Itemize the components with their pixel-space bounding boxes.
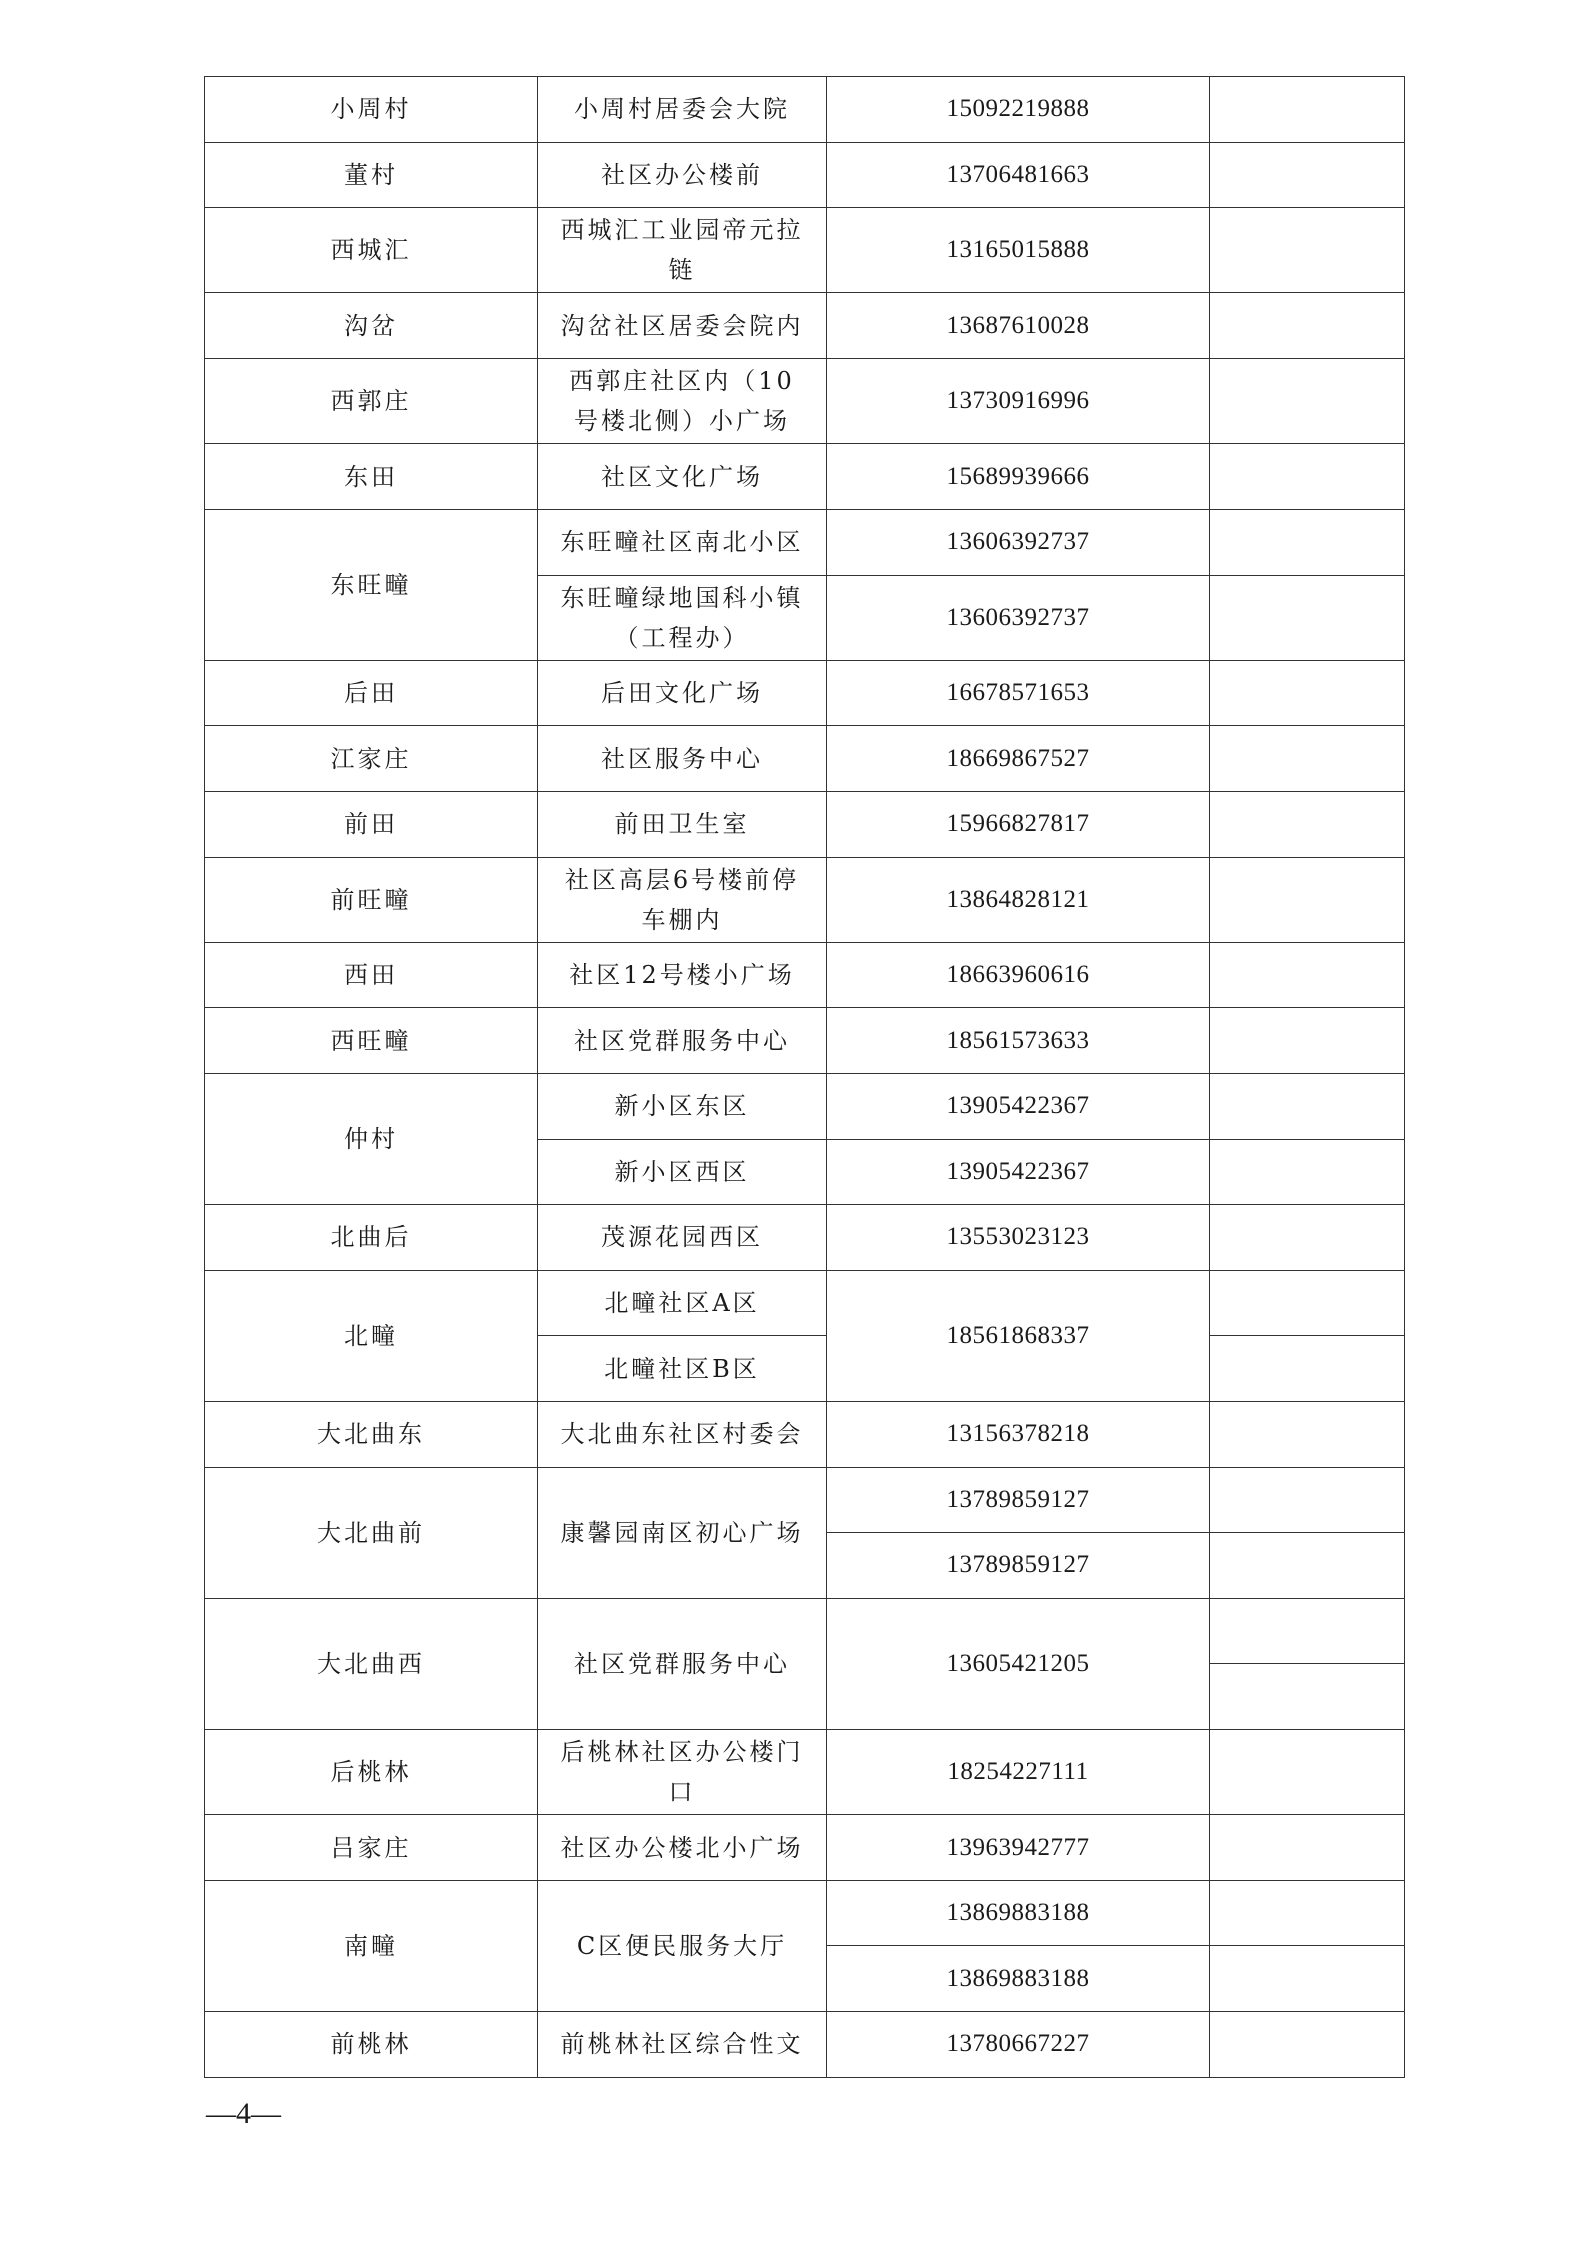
table-row [205, 857, 1405, 942]
remarks-cell [1210, 1139, 1405, 1205]
location-cell: 茂源花园西区 [538, 1205, 827, 1271]
phone-cell: 13869883188 [827, 1946, 1210, 2012]
table-row [205, 942, 1405, 1008]
remarks-cell [1210, 208, 1405, 293]
remarks-cell [1210, 444, 1405, 510]
phone-cell: 13165015888 [827, 208, 1210, 293]
location-cell: 后田文化广场 [538, 660, 827, 726]
community-cell: 东田 [205, 444, 538, 510]
location-cell: 社区服务中心 [538, 726, 827, 792]
community-cell: 西城汇 [205, 208, 538, 293]
community-cell: 北曲后 [205, 1205, 538, 1271]
table-row [205, 444, 1405, 510]
remarks-cell [1210, 1008, 1405, 1074]
phone-cell: 13606392737 [827, 575, 1210, 660]
remarks-cell [1210, 1270, 1405, 1336]
remarks-cell [1210, 293, 1405, 359]
phone-cell: 13687610028 [827, 293, 1210, 359]
phone-cell: 18669867527 [827, 726, 1210, 792]
community-cell: 吕家庄 [205, 1815, 538, 1881]
page-number: —4— [206, 2097, 281, 2130]
phone-cell: 13963942777 [827, 1815, 1210, 1881]
location-cell: 社区党群服务中心 [538, 1598, 827, 1729]
location-cell: 社区高层6号楼前停车棚内 [538, 857, 827, 942]
phone-cell: 13789859127 [827, 1467, 1210, 1533]
location-cell: 社区12号楼小广场 [538, 942, 827, 1008]
community-cell: 南疃 [205, 1880, 538, 2011]
table-row [205, 2011, 1405, 2077]
phone-cell: 13706481663 [827, 142, 1210, 208]
location-cell: 前桃林社区综合性文 [538, 2011, 827, 2077]
location-cell: 东旺疃绿地国科小镇（工程办） [538, 575, 827, 660]
remarks-cell [1210, 77, 1405, 143]
remarks-cell [1210, 660, 1405, 726]
remarks-cell [1210, 942, 1405, 1008]
table-row [205, 1729, 1405, 1814]
table-row [205, 208, 1405, 293]
remarks-cell [1210, 1815, 1405, 1881]
table-row [205, 1467, 1405, 1533]
community-cell: 江家庄 [205, 726, 538, 792]
table-row [205, 1815, 1405, 1881]
community-cell: 小周村 [205, 77, 538, 143]
table-row [205, 1401, 1405, 1467]
table-row [205, 359, 1405, 444]
location-cell: 新小区东区 [538, 1074, 827, 1140]
phone-cell: 15092219888 [827, 77, 1210, 143]
remarks-cell [1210, 575, 1405, 660]
community-cell: 前桃林 [205, 2011, 538, 2077]
table-row [205, 142, 1405, 208]
phone-cell: 13605421205 [827, 1598, 1210, 1729]
location-cell: 后桃林社区办公楼门口 [538, 1729, 827, 1814]
remarks-cell [1210, 1664, 1405, 1730]
phone-cell: 13864828121 [827, 857, 1210, 942]
location-cell: C区便民服务大厅 [538, 1880, 827, 2011]
table-row [205, 1270, 1405, 1336]
remarks-cell [1210, 1467, 1405, 1533]
phone-cell: 13905422367 [827, 1074, 1210, 1140]
community-cell: 后田 [205, 660, 538, 726]
location-cell: 社区文化广场 [538, 444, 827, 510]
phone-cell: 18561868337 [827, 1270, 1210, 1401]
community-cell: 后桃林 [205, 1729, 538, 1814]
location-cell: 社区办公楼北小广场 [538, 1815, 827, 1881]
community-cell: 沟岔 [205, 293, 538, 359]
remarks-cell [1210, 1880, 1405, 1946]
location-cell: 社区办公楼前 [538, 142, 827, 208]
community-cell: 北疃 [205, 1270, 538, 1401]
location-cell: 西郭庄社区内（10号楼北侧）小广场 [538, 359, 827, 444]
remarks-cell [1210, 791, 1405, 857]
phone-cell: 13606392737 [827, 509, 1210, 575]
community-cell: 前旺疃 [205, 857, 538, 942]
community-cell: 大北曲东 [205, 1401, 538, 1467]
remarks-cell [1210, 1729, 1405, 1814]
community-cell: 董村 [205, 142, 538, 208]
remarks-cell [1210, 1946, 1405, 2012]
remarks-cell [1210, 1205, 1405, 1271]
phone-cell: 16678571653 [827, 660, 1210, 726]
remarks-cell [1210, 1401, 1405, 1467]
table-row [205, 1598, 1405, 1664]
phone-cell: 13156378218 [827, 1401, 1210, 1467]
remarks-cell [1210, 1074, 1405, 1140]
location-cell: 前田卫生室 [538, 791, 827, 857]
phone-cell: 13553023123 [827, 1205, 1210, 1271]
location-cell: 康馨园南区初心广场 [538, 1467, 827, 1598]
phone-cell: 18254227111 [827, 1729, 1210, 1814]
remarks-cell [1210, 1336, 1405, 1402]
phone-cell: 13780667227 [827, 2011, 1210, 2077]
location-cell: 东旺疃社区南北小区 [538, 509, 827, 575]
community-cell: 西田 [205, 942, 538, 1008]
community-cell: 大北曲前 [205, 1467, 538, 1598]
location-cell: 北疃社区B区 [538, 1336, 827, 1402]
table-row [205, 509, 1405, 575]
remarks-cell [1210, 857, 1405, 942]
table-row [205, 1880, 1405, 1946]
remarks-cell [1210, 1533, 1405, 1599]
community-cell: 东旺疃 [205, 509, 538, 660]
table-row [205, 726, 1405, 792]
table-row [205, 791, 1405, 857]
location-cell: 西城汇工业园帝元拉链 [538, 208, 827, 293]
table-row [205, 1008, 1405, 1074]
table-row [205, 1205, 1405, 1271]
remarks-cell [1210, 142, 1405, 208]
location-cell: 沟岔社区居委会院内 [538, 293, 827, 359]
table-row [205, 77, 1405, 143]
phone-cell: 13869883188 [827, 1880, 1210, 1946]
phone-cell: 15689939666 [827, 444, 1210, 510]
location-cell: 社区党群服务中心 [538, 1008, 827, 1074]
community-cell: 前田 [205, 791, 538, 857]
table-row [205, 660, 1405, 726]
community-cell: 西郭庄 [205, 359, 538, 444]
phone-cell: 18561573633 [827, 1008, 1210, 1074]
phone-cell: 18663960616 [827, 942, 1210, 1008]
remarks-cell [1210, 1598, 1405, 1664]
phone-cell: 15966827817 [827, 791, 1210, 857]
location-cell: 大北曲东社区村委会 [538, 1401, 827, 1467]
remarks-cell [1210, 2011, 1405, 2077]
remarks-cell [1210, 509, 1405, 575]
phone-cell: 13905422367 [827, 1139, 1210, 1205]
community-cell: 仲村 [205, 1074, 538, 1205]
community-cell: 大北曲西 [205, 1598, 538, 1729]
location-cell: 新小区西区 [538, 1139, 827, 1205]
remarks-cell [1210, 359, 1405, 444]
remarks-cell [1210, 726, 1405, 792]
phone-cell: 13730916996 [827, 359, 1210, 444]
location-cell: 小周村居委会大院 [538, 77, 827, 143]
location-cell: 北疃社区A区 [538, 1270, 827, 1336]
community-contact-table [204, 76, 1405, 2078]
table-row [205, 1074, 1405, 1140]
phone-cell: 13789859127 [827, 1533, 1210, 1599]
table-row [205, 293, 1405, 359]
community-cell: 西旺疃 [205, 1008, 538, 1074]
